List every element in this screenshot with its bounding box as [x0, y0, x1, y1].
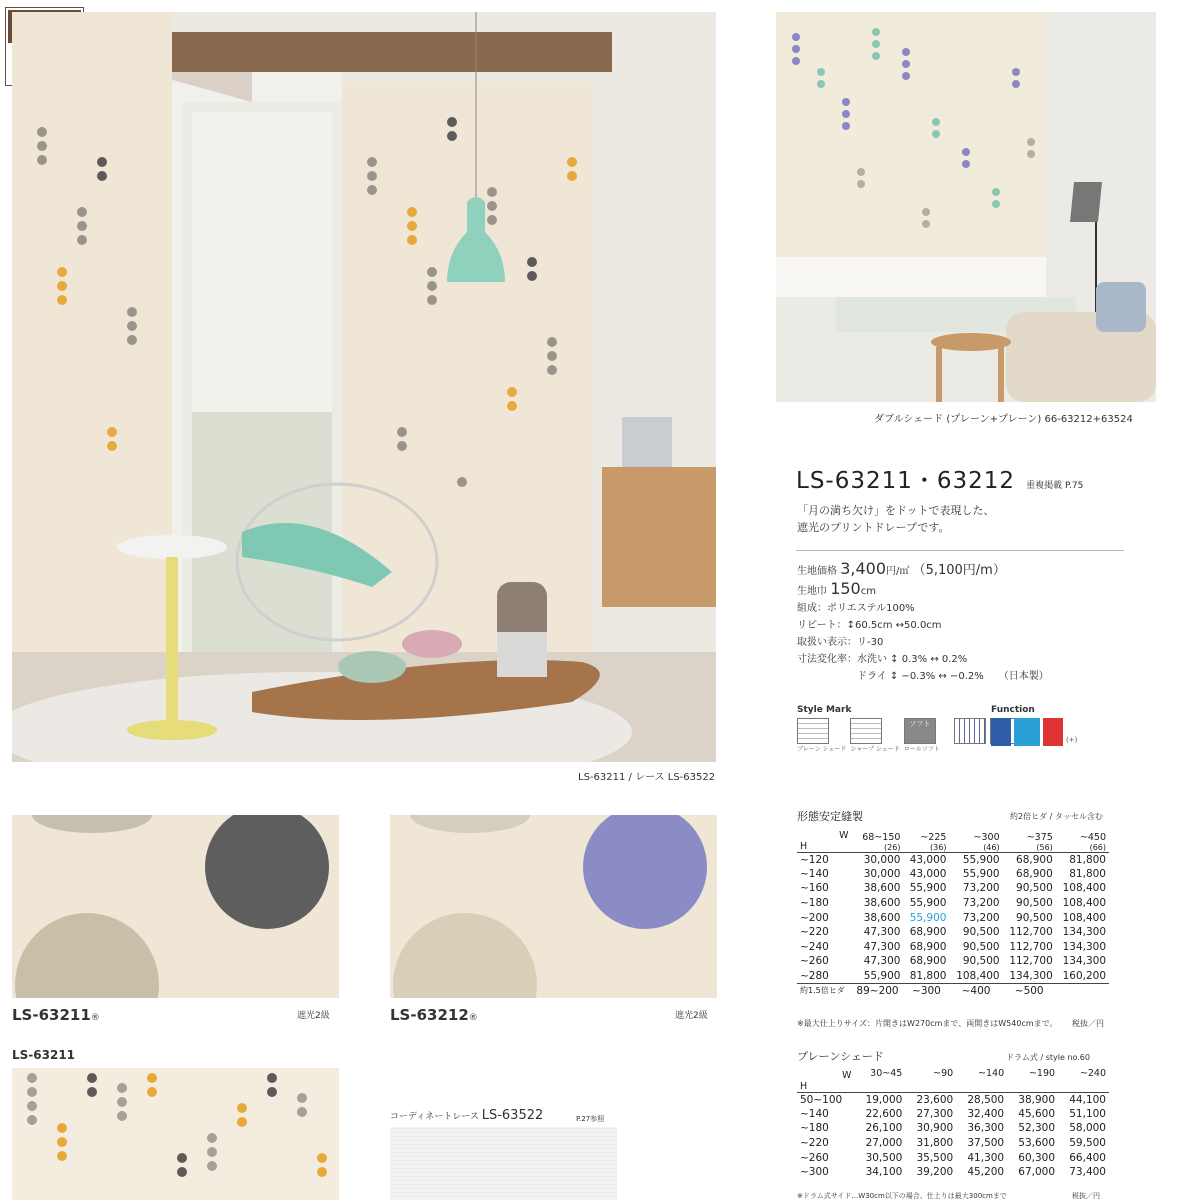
lace-swatch	[390, 1127, 617, 1200]
price-cell: 108,400	[1062, 882, 1106, 895]
price-label: 生地価格	[797, 566, 837, 577]
table-row	[797, 881, 1109, 896]
price-cell: 134,300	[1009, 969, 1053, 982]
price-cell: 39,200	[916, 1166, 954, 1179]
price-cell: 55,900	[909, 897, 947, 910]
swatch-ls63212-illustration	[390, 815, 717, 998]
blackout-icon	[991, 718, 1011, 746]
price-cell: 26,100	[865, 1122, 903, 1135]
table2-col: ~240	[1079, 1068, 1106, 1079]
product-ref: 重複掲載 P.75	[1026, 481, 1084, 491]
price-cell: 90,500	[1016, 882, 1053, 895]
price-cell: 81,800	[1056, 852, 1109, 867]
table1-footnote: ※最大仕上りサイズ：片開きはW270cmまで、両開きはW540cmまで。	[797, 1019, 1058, 1028]
price-cell: 55,900	[962, 867, 1000, 880]
price-cell: 19,000	[854, 1092, 905, 1107]
washable-icon	[1014, 718, 1040, 746]
price-cell: 59,500	[1069, 1137, 1106, 1150]
table-row	[797, 910, 1109, 925]
shade-photo-caption: ダブルシェード (プレーン+プレーン) 66-63212+63524	[874, 414, 1133, 425]
price-row	[797, 560, 1049, 580]
price-cell: 31,800	[916, 1137, 954, 1150]
price-cell: 160,200	[1062, 969, 1106, 982]
price-cell: 27,300	[916, 1107, 954, 1120]
table1-col: ~300 (46)	[973, 831, 1000, 852]
price-cell: 81,800	[1069, 867, 1106, 880]
row-height-label: ~140	[800, 1107, 829, 1120]
price-cell: 41,300	[967, 1151, 1005, 1164]
product-heading	[796, 462, 1083, 495]
row-height-label: ~220	[800, 926, 829, 939]
table1-title: 形態安定縫製	[797, 810, 863, 823]
price-cell: 134,300	[1062, 955, 1106, 968]
price-cell: 30,000	[863, 867, 901, 880]
price-cell: 35,500	[916, 1151, 954, 1164]
sharp-shade-mark: シャープ シェード	[850, 718, 899, 753]
main-photo-caption: LS-63211 / レース LS-63522	[578, 772, 716, 783]
price-cell: 30,900	[916, 1122, 954, 1135]
row-height-label: ~260	[800, 955, 829, 968]
price-cell: 53,600	[1018, 1137, 1056, 1150]
table1-col: ~450 (66)	[1079, 831, 1106, 852]
price-unit: 円/㎡	[886, 566, 910, 577]
table2-footnote: ※ドラム式サイド…W30cm以下の場合、仕上りは最大300cmまで	[797, 1192, 1007, 1200]
composition: 組成：ポリエステル100%	[797, 603, 915, 614]
price-cell: 134,300	[1062, 926, 1106, 939]
table2-unit: 税抜／円	[1072, 1192, 1100, 1200]
swatch-ls63211-label: LS-63211®	[12, 1006, 100, 1024]
price-cell: 90,500	[962, 955, 1000, 968]
table-row	[797, 1121, 1109, 1136]
price-cell: 90,500	[962, 926, 1000, 939]
row-height-label: ~200	[800, 911, 829, 924]
table-row	[797, 925, 1109, 940]
price-cell: 22,600	[865, 1107, 903, 1120]
price-cell: 68,900	[909, 940, 947, 953]
width-value: 150	[830, 579, 861, 598]
price-cell: 90,500	[962, 940, 1000, 953]
price-cell: 47,300	[863, 940, 901, 953]
table-row	[797, 852, 1109, 867]
price-cell: 45,200	[967, 1166, 1005, 1179]
price-cell: 55,900	[909, 911, 947, 924]
price-cell: 112,700	[1009, 940, 1053, 953]
price-cell: 44,100	[1058, 1092, 1109, 1107]
table2-col: ~140	[978, 1068, 1005, 1079]
table-row	[797, 1165, 1109, 1180]
pattern-repeat-image	[12, 1068, 339, 1200]
table2-wrapper	[797, 1068, 1109, 1180]
table-row	[797, 954, 1109, 969]
table1-unit: 税抜／円	[1072, 1019, 1104, 1028]
table2-col: ~90	[933, 1068, 954, 1079]
product-description	[797, 502, 995, 536]
price-cell: 73,200	[962, 882, 1000, 895]
price-cell: 108,400	[956, 969, 1000, 982]
price-cell: 38,600	[863, 911, 901, 924]
table-row	[797, 1150, 1109, 1165]
row-height-label: ~120	[797, 852, 852, 867]
divider	[796, 550, 1124, 551]
price-cell: 30,500	[865, 1151, 903, 1164]
row-height-label: ~240	[800, 940, 829, 953]
price-cell: 43,000	[909, 867, 947, 880]
table2-note: ドラム式 / style no.60	[1006, 1053, 1090, 1062]
dim-change-wash: 寸法変化率：水洗い ↕ 0.3% ↔ 0.2%	[797, 654, 968, 665]
room-photo-illustration	[12, 12, 716, 762]
price-cell: 51,100	[1069, 1107, 1106, 1120]
row-height-label: ~180	[800, 1122, 829, 1135]
footer-cell: ~500	[1003, 983, 1056, 998]
table-row	[797, 1107, 1109, 1122]
curtain-price-table	[797, 826, 1109, 998]
table-row	[797, 867, 1109, 882]
price-cell: 37,500	[967, 1137, 1005, 1150]
row-height-label: ~160	[800, 882, 829, 895]
swatch-ls63211	[12, 815, 339, 998]
price-cell: 108,400	[1062, 897, 1106, 910]
style-mark-title: Style Mark	[797, 705, 852, 715]
footer-cell: ~400	[949, 983, 1002, 998]
price-cell: 55,900	[909, 882, 947, 895]
function-title: Function	[991, 705, 1035, 715]
price-cell: 68,900	[1016, 867, 1053, 880]
function-marks	[991, 718, 1077, 746]
price-cell: 112,700	[1009, 926, 1053, 939]
price-cell: 68,900	[1003, 852, 1056, 867]
table1-col: 68~150 (26)	[862, 831, 901, 852]
plain-shade-mark: プレーン シェード	[797, 718, 846, 753]
price-cell: 134,300	[1062, 940, 1106, 953]
price-cell: 38,900	[1007, 1092, 1058, 1107]
lace-ref: P.27参照	[576, 1115, 605, 1123]
footer-cell: 89~200	[852, 983, 904, 998]
spec-block	[797, 560, 1049, 685]
dim-change-dry: ドライ ↕ −0.3% ↔ −0.2% （日本製）	[857, 671, 1049, 682]
table1-wh: W H	[800, 829, 849, 852]
price-cell: 112,700	[1009, 955, 1053, 968]
price-cell: 52,300	[1018, 1122, 1056, 1135]
table-row	[797, 896, 1109, 911]
lace-label: コーディネートレース	[390, 1112, 479, 1122]
table2-wh: W H	[800, 1069, 852, 1092]
table2-col: 30~45	[870, 1068, 903, 1079]
price-cell: 73,400	[1069, 1166, 1106, 1179]
table1-note: 約2倍ヒダ / タッセル含む	[1010, 812, 1103, 821]
price-cell: 36,300	[967, 1122, 1005, 1135]
swatch-ls63212-tag: 遮光2級	[675, 1011, 708, 1021]
function-extra: (+)	[1066, 736, 1078, 744]
price-cell: 34,100	[865, 1166, 903, 1179]
product-title: LS-63211・63212	[796, 468, 1016, 494]
lace-heading	[390, 1108, 543, 1123]
row-height-label: ~300	[800, 1166, 829, 1179]
table1-col: ~375 (56)	[1026, 831, 1053, 852]
style-marks	[797, 718, 1022, 753]
pattern-label: LS-63211	[12, 1048, 76, 1062]
care-label: 取扱い表示：リ-30	[797, 637, 884, 648]
footer-cell	[1056, 983, 1109, 998]
price-alt: （5,100円/m）	[912, 563, 1006, 578]
table1-wrapper	[797, 826, 1109, 998]
price-cell: 30,000	[852, 852, 904, 867]
price-cell: 27,000	[865, 1137, 903, 1150]
width-unit: cm	[860, 586, 876, 597]
table2-title: プレーンシェード	[797, 1050, 884, 1063]
footer-label: 約1.5倍ヒダ	[797, 983, 852, 998]
desc-line2: 遮光のプリントドレープです。	[797, 521, 950, 534]
price-cell: 38,600	[863, 897, 901, 910]
swatch-ls63211-tag: 遮光2級	[297, 1011, 330, 1021]
price-main: 3,400	[840, 559, 886, 578]
price-cell: 108,400	[1062, 911, 1106, 924]
price-cell: 55,900	[863, 969, 901, 982]
price-cell: 90,500	[1016, 897, 1053, 910]
price-cell: 73,200	[962, 897, 1000, 910]
room-photo-curtains	[12, 12, 716, 762]
flame-retardant-icon	[1043, 718, 1063, 746]
price-cell: 68,900	[909, 955, 947, 968]
swatch-ls63211-illustration	[12, 815, 339, 998]
price-cell: 73,200	[962, 911, 1000, 924]
roll-soft-mark: ソフト ロールソフト	[903, 720, 940, 753]
swatch-ls63212	[390, 815, 717, 998]
price-cell: 38,600	[863, 882, 901, 895]
width-row	[797, 580, 1049, 600]
price-cell: 66,400	[1069, 1151, 1106, 1164]
price-cell: 47,300	[863, 955, 901, 968]
pattern-illustration	[12, 1068, 339, 1200]
repeat: リピート：↕60.5cm ↔50.0cm	[797, 620, 942, 631]
shade-photo-illustration	[776, 12, 1156, 402]
price-cell: 58,000	[1069, 1122, 1106, 1135]
swatch-ls63212-label: LS-63212®	[390, 1006, 478, 1024]
price-cell: 32,400	[967, 1107, 1005, 1120]
table2-header	[797, 1068, 1109, 1092]
price-cell: 90,500	[1016, 911, 1053, 924]
table-footer-row	[797, 983, 1109, 998]
price-cell: 67,000	[1018, 1166, 1056, 1179]
row-height-label: ~260	[800, 1151, 829, 1164]
price-cell: 68,900	[909, 926, 947, 939]
table-row	[797, 969, 1109, 984]
table-row	[797, 1092, 1109, 1107]
table-row	[797, 940, 1109, 955]
row-height-label: ~280	[800, 969, 829, 982]
row-height-label: ~180	[800, 897, 829, 910]
roman-shade-photo	[776, 12, 1156, 402]
price-cell: 47,300	[863, 926, 901, 939]
swatch-code: LS-63212	[390, 1006, 469, 1024]
price-cell: 60,300	[1018, 1151, 1056, 1164]
shade-price-table	[797, 1068, 1109, 1180]
price-cell: 55,900	[949, 852, 1002, 867]
lace-code: LS-63522	[481, 1108, 544, 1123]
table1-header	[797, 826, 1109, 852]
row-height-label: 50~100	[797, 1092, 854, 1107]
desc-line1: 「月の満ち欠け」をドットで表現した、	[797, 504, 995, 517]
price-cell: 28,500	[956, 1092, 1007, 1107]
row-height-label: ~140	[800, 867, 829, 880]
price-cell: 23,600	[905, 1092, 956, 1107]
swatch-code: LS-63211	[12, 1006, 91, 1024]
drape-mark-1	[954, 718, 986, 753]
row-height-label: ~220	[800, 1137, 829, 1150]
footer-cell: ~300	[903, 983, 949, 998]
table1-col: ~225 (36)	[920, 831, 947, 852]
table2-col: ~190	[1028, 1068, 1056, 1079]
price-cell: 81,800	[909, 969, 947, 982]
width-label: 生地巾	[797, 586, 827, 597]
price-cell: 45,600	[1018, 1107, 1056, 1120]
price-cell: 43,000	[903, 852, 949, 867]
table-row	[797, 1136, 1109, 1151]
